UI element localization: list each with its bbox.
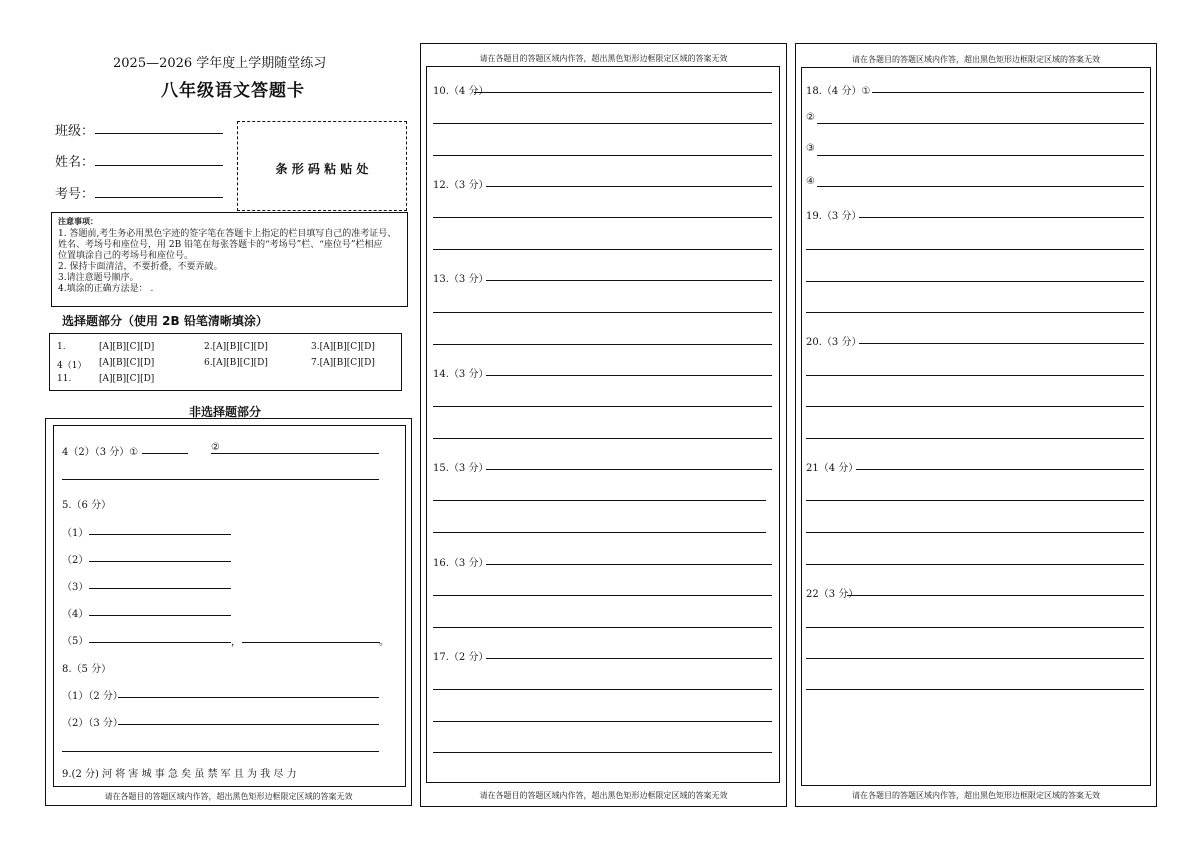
- q20-label: 20.（3 分）: [806, 337, 862, 348]
- q5-part-2-label: （2）: [62, 555, 89, 566]
- q5-part-3-line[interactable]: [89, 588, 231, 589]
- q16-line-2[interactable]: [433, 595, 772, 596]
- circle-1-icon: ①: [861, 86, 871, 97]
- q14-line-1[interactable]: [486, 375, 772, 376]
- q5-part-1-line[interactable]: [89, 534, 231, 535]
- right-footer-note: 请在各题目的答题区域内作答，超出黑色矩形边框限定区域的答案无效: [852, 791, 1100, 800]
- q22-line-2[interactable]: [806, 627, 1144, 628]
- q21-line-4[interactable]: [806, 564, 1144, 565]
- q19-line-4[interactable]: [806, 312, 1144, 313]
- mc-options[interactable]: 2.[A][B][C][D]: [204, 342, 268, 352]
- q10-line-1[interactable]: [474, 92, 772, 93]
- q8-part-1-label: （1）（2 分）: [62, 691, 123, 702]
- q4-label: 4（2）（3 分）①: [62, 447, 139, 458]
- q15-label: 15.（3 分）: [433, 463, 489, 474]
- mc-num: 11.: [57, 374, 72, 384]
- q18-line-3[interactable]: [817, 155, 1144, 156]
- q10-line-2[interactable]: [433, 123, 772, 124]
- mc-options[interactable]: 3.[A][B][C][D]: [311, 342, 375, 352]
- middle-header-note: 请在各题目的答题区域内作答，超出黑色矩形边框限定区域的答案无效: [479, 54, 728, 63]
- q8-extra-line[interactable]: [62, 751, 379, 752]
- q16-label: 16.（3 分）: [433, 558, 489, 569]
- q17-line-3[interactable]: [433, 721, 772, 722]
- q5-part-3-label: （3）: [62, 582, 89, 593]
- q22-line-4[interactable]: [806, 689, 1144, 690]
- q15-line-3[interactable]: [433, 532, 766, 533]
- q20-line-3[interactable]: [806, 406, 1144, 407]
- q21-line-2[interactable]: [806, 500, 1144, 501]
- q15-line-2[interactable]: [433, 500, 766, 501]
- q22-line-3[interactable]: [806, 658, 1144, 659]
- mc-section-title: 选择题部分（使用 2B 铅笔清晰填涂）: [62, 314, 268, 328]
- barcode-area: [237, 121, 407, 211]
- q8-label: 8.（5 分）: [62, 664, 112, 675]
- q5-part-4-line[interactable]: [89, 615, 231, 616]
- q17-line-4[interactable]: [433, 752, 772, 753]
- q5-part-5-label: （5）: [62, 636, 89, 647]
- q17-label: 17.（2 分）: [433, 652, 489, 663]
- exam-id-field-line[interactable]: [95, 197, 223, 198]
- q5-part-5-line-b[interactable]: [242, 642, 380, 643]
- q18-label: 18.（4 分）①: [806, 86, 871, 97]
- exam-title: 2025—2026 学年度上学期随堂练习: [113, 56, 327, 71]
- q17-line-1[interactable]: [486, 658, 772, 659]
- q21-line-1[interactable]: [856, 469, 1144, 470]
- q5-label: 5.（6 分）: [62, 500, 112, 511]
- q4-blank-3[interactable]: [62, 479, 379, 480]
- q16-line-3[interactable]: [433, 627, 772, 628]
- q10-line-3[interactable]: [433, 155, 772, 156]
- q20-line-4[interactable]: [806, 438, 1144, 439]
- q22-label: 22（3 分）: [806, 589, 859, 600]
- q5-part-4-label: （4）: [62, 609, 89, 620]
- class-field-line[interactable]: [95, 133, 223, 134]
- notes-line: 4.填涂的正确方法是： .: [58, 284, 154, 294]
- q19-label: 19.（3 分）: [806, 211, 862, 222]
- q12-line-1[interactable]: [486, 186, 772, 187]
- q5-part-2-line[interactable]: [89, 561, 231, 562]
- q18-line-2[interactable]: [817, 123, 1144, 124]
- q8-part-1-line[interactable]: [118, 697, 379, 698]
- q14-line-2[interactable]: [433, 406, 772, 407]
- q10-label: 10.（4 分）: [433, 86, 489, 97]
- right-answer-inner: [801, 67, 1151, 786]
- q15-line-1[interactable]: [486, 469, 772, 470]
- notes-line: 2. 保持卡面清洁，不要折叠，不要弄破。: [58, 262, 223, 272]
- answer-card-title: 八年级语文答题卡: [161, 81, 305, 101]
- q5-part-1-label: （1）: [62, 528, 89, 539]
- mc-options[interactable]: 6.[A][B][C][D]: [204, 358, 268, 368]
- q4-blank-2[interactable]: [211, 453, 379, 454]
- q14-line-3[interactable]: [433, 438, 772, 439]
- q16-line-1[interactable]: [486, 564, 772, 565]
- q13-line-2[interactable]: [433, 312, 772, 313]
- notes-line: 姓名、考场号和座位号，用 2B 铅笔在每张答题卡的“考场号”栏、“座位号”栏相应: [58, 240, 383, 250]
- middle-footer-note: 请在各题目的答题区域内作答，超出黑色矩形边框限定区域的答案无效: [479, 791, 728, 800]
- circle-4-icon: ④: [806, 176, 815, 187]
- circle-2-icon: ②: [211, 442, 220, 453]
- q5-period: 。: [379, 637, 389, 648]
- middle-answer-inner: [426, 66, 780, 783]
- mc-options[interactable]: [A][B][C][D]: [99, 342, 155, 352]
- mc-num: 1.: [57, 342, 66, 352]
- q12-label: 12.（3 分）: [433, 180, 489, 191]
- circle-3-icon: ③: [806, 143, 815, 154]
- mc-num: 4（1）: [57, 361, 87, 371]
- q21-label: 21（4 分）: [806, 463, 859, 474]
- name-field-line[interactable]: [95, 165, 223, 166]
- q13-label: 13.（3 分）: [433, 274, 489, 285]
- q21-line-3[interactable]: [806, 532, 1144, 533]
- nonmc-section-title: 非选择题部分: [189, 405, 262, 419]
- q20-line-2[interactable]: [806, 375, 1144, 376]
- mc-options[interactable]: 7.[A][B][C][D]: [311, 358, 375, 368]
- right-header-note: 请在各题目的答题区域内作答，超出黑色矩形边框限定区域的答案无效: [852, 55, 1100, 64]
- q12-line-2[interactable]: [433, 217, 772, 218]
- q20-line-1[interactable]: [859, 343, 1144, 344]
- q13-line-3[interactable]: [433, 344, 772, 345]
- mc-options[interactable]: [A][B][C][D]: [99, 374, 155, 384]
- q8-part-2-line[interactable]: [118, 724, 379, 725]
- q4-blank-1[interactable]: [142, 453, 188, 454]
- circle-1-icon: ①: [129, 447, 139, 458]
- exam-id-label: 考号：: [55, 187, 95, 202]
- q22-line-1[interactable]: [847, 595, 1144, 596]
- q18-line-1[interactable]: [872, 92, 1144, 93]
- notes-box: [51, 212, 408, 307]
- q12-line-3[interactable]: [433, 249, 772, 250]
- left-footer-note: 请在各题目的答题区域内作答，超出黑色矩形边框限定区域的答案无效: [104, 792, 353, 801]
- mc-options[interactable]: [A][B][C][D]: [99, 358, 155, 368]
- q19-line-2[interactable]: [806, 249, 1144, 250]
- notes-line: 3.请注意题号顺序。: [58, 273, 139, 283]
- q17-line-2[interactable]: [433, 689, 772, 690]
- notes-line: 位置填涂自己的考场号和座位号。: [58, 251, 194, 261]
- q18-line-4[interactable]: [817, 186, 1144, 187]
- q9-label: 9.(2 分) 河 将 害 城 事 急 矣 虽 禁 军 且 为 我 尽 力: [62, 769, 297, 780]
- q14-label: 14.（3 分）: [433, 369, 489, 380]
- q13-line-1[interactable]: [486, 280, 772, 281]
- q5-part-5-line-a[interactable]: [89, 642, 231, 643]
- q19-line-3[interactable]: [806, 281, 1144, 282]
- name-label: 姓名：: [55, 155, 95, 170]
- q19-line-1[interactable]: [859, 217, 1144, 218]
- q8-part-2-label: （2）（3 分）: [62, 718, 123, 729]
- circle-2-icon: ②: [806, 112, 815, 123]
- class-label: 班级：: [55, 124, 95, 139]
- notes-line: 1. 答题前,考生务必用黑色字迹的签字笔在答题卡上指定的栏目填写自己的准考证号、: [58, 229, 397, 239]
- mc-box: [49, 333, 402, 391]
- notes-heading: 注意事项：: [58, 217, 98, 226]
- q5-comma: ，: [231, 637, 241, 648]
- barcode-label: 条 形 码 粘 贴 处: [275, 162, 369, 176]
